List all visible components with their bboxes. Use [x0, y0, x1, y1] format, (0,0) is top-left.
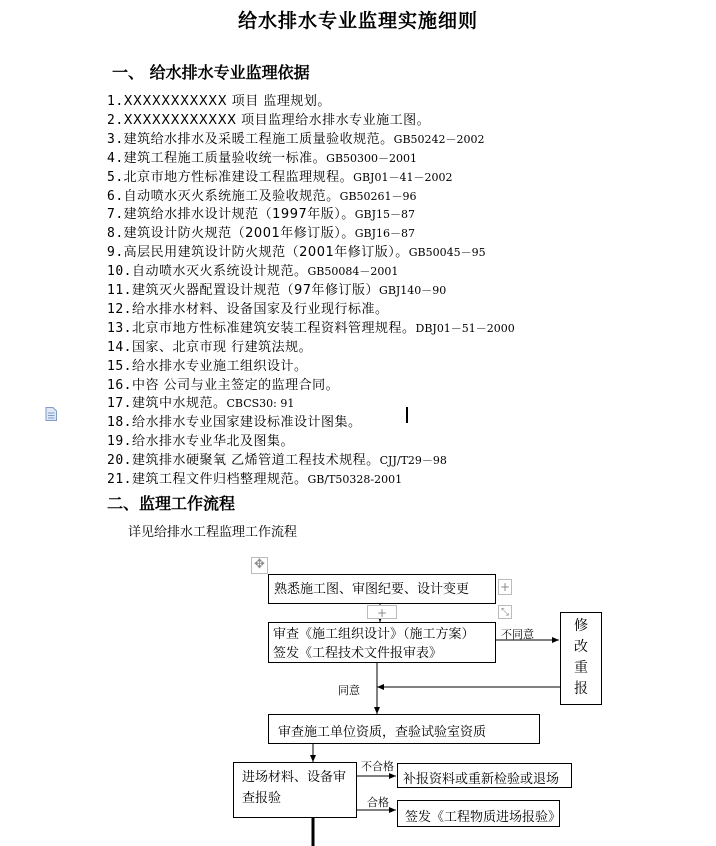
- list-item-number: 17.: [107, 396, 132, 412]
- list-item-number: 6.: [107, 188, 124, 204]
- flow-box-resubmit-or-return: 补报资料或重新检验或退场: [397, 763, 572, 788]
- flow-box-review-construction-plan: [268, 622, 496, 663]
- resize-handle-icon[interactable]: ⤡: [498, 605, 512, 619]
- list-item-number: 1.: [107, 94, 124, 109]
- flow-box2-line2: 签发《工程技术文件报审表》: [273, 646, 443, 661]
- list-item-code: GBJ15－87: [354, 208, 416, 222]
- list-item-number: 20.: [107, 453, 132, 469]
- list-item-number: 2.: [107, 112, 124, 128]
- list-item-code: GB50300－2001: [326, 151, 418, 165]
- list-item-number: 15.: [107, 358, 132, 374]
- list-item-number: 8.: [107, 226, 124, 242]
- list-item-code: GBJ140－90: [379, 284, 447, 297]
- list-item-number: 12.: [107, 301, 132, 317]
- flow-box-issue-material-report: 签发《工程物质进场报验》: [397, 800, 560, 827]
- list-item-number: 14.: [107, 339, 132, 355]
- list-item-code: GB/T50328-2001: [307, 473, 403, 486]
- list-item-text: 建筑工程文件归档整理规范。: [131, 472, 308, 487]
- flow-box-material-inspection: 进场材料、设备审查报验: [233, 762, 357, 818]
- flow-box-review-drawings: 熟悉施工图、审图纪要、设计变更: [268, 574, 496, 604]
- section1-heading: 一、 给水排水专业监理依据: [112, 63, 310, 82]
- list-item-code: DBJ01－51－2000: [415, 321, 515, 335]
- list-item-number: 19.: [107, 434, 132, 450]
- list-item-text: 国家、北京市现 行建筑法规。: [131, 339, 313, 355]
- label-agree: 同意: [338, 684, 360, 697]
- list-item-text: 北京市地方性标准建设工程监理规程。: [123, 169, 354, 185]
- list-item-text: 建筑工程施工质量验收统一标准。: [123, 150, 327, 166]
- list-item-code: GBJ01－41－2002: [353, 170, 453, 184]
- list-item-code: GB50084－2001: [307, 265, 399, 279]
- list-item-number: 11.: [107, 283, 132, 298]
- section2-heading: 二、监理工作流程: [107, 494, 236, 513]
- list-item-number: 18.: [107, 415, 132, 431]
- list-item-number: 9.: [107, 245, 124, 261]
- list-item-number: 10.: [107, 264, 132, 280]
- list-item-text: 建筑给水排水及采暖工程施工质量验收规范。: [123, 131, 394, 147]
- list-item-text: 给水排水专业国家建设标准设计图集。: [131, 415, 362, 431]
- list-item-text: 中咨 公司与业主签定的监理合同。: [131, 377, 340, 393]
- section2-description: 详见给排水工程监理工作流程: [128, 525, 298, 540]
- page-title: 给水排水专业监理实施细则: [237, 10, 478, 32]
- list-item-number: 13.: [107, 320, 132, 336]
- list-item-text: XXXXXXXXXXX 项目 监理规划。: [123, 94, 331, 109]
- list-item-number: 5.: [107, 169, 124, 185]
- list-item-text: 给水排水专业华北及图集。: [131, 434, 294, 450]
- list-item-number: 4.: [107, 150, 124, 166]
- flow-box2-line1: 审查《施工组织设计》（施工方案）: [273, 627, 475, 642]
- list-item-text: 高层民用建筑设计防火规范（2001年修订版）。: [123, 245, 409, 261]
- flow-box-check-qualifications: 审查施工单位资质，查验试验室资质: [268, 714, 540, 744]
- label-fail: 不合格: [361, 760, 394, 773]
- side-text: 修 改 重 报: [574, 618, 588, 697]
- label-pass: 合格: [367, 796, 389, 809]
- list-item-number: 7.: [107, 207, 124, 223]
- list-item-code: GB50045－95: [408, 246, 486, 260]
- add-right-handle-icon[interactable]: +: [499, 580, 511, 594]
- list-item-text: 建筑排水硬聚氧 乙烯管道工程技术规程。: [131, 453, 380, 469]
- list-item-text: 给水排水材料、设备国家及行业现行标准。: [131, 301, 389, 317]
- list-item-text: 自动喷水灭火系统施工及验收规范。: [123, 188, 340, 204]
- list-item-number: 16.: [107, 377, 132, 393]
- list-item-text: 建筑灭火器配置设计规范（97年修订版）: [131, 283, 380, 298]
- flow-box-revise-resubmit: [560, 612, 602, 705]
- list-item-text: 建筑中水规范。: [131, 396, 227, 412]
- list-item-code: GB50242－2002: [393, 132, 485, 146]
- list-item-code: GBJ16－87: [354, 227, 416, 241]
- label-disagree: 不同意: [501, 628, 534, 641]
- move-handle-icon[interactable]: ✥: [251, 557, 268, 574]
- list-item-number: 21.: [107, 472, 132, 487]
- list-item-text: 建筑给水排水设计规范（1997年版）。: [123, 207, 355, 223]
- list-item-code: CBCS30: 91: [226, 397, 295, 411]
- list-item-code: CJJ/T29－98: [379, 454, 447, 468]
- list-item-text: 自动喷水灭火系统设计规范。: [131, 264, 308, 280]
- list-item-code: GB50261－96: [339, 189, 417, 203]
- list-item-text: 给水排水专业施工组织设计。: [131, 358, 308, 374]
- add-below-handle-icon[interactable]: +: [367, 605, 397, 619]
- list-item-text: XXXXXXXXXXXX 项目监理给水排水专业施工图。: [123, 112, 431, 128]
- list-item-text: 建筑设计防火规范（2001年修订版）。: [123, 226, 355, 242]
- list-item-text: 北京市地方性标准建筑安装工程资料管理规程。: [131, 320, 416, 336]
- list-item-number: 3.: [107, 131, 124, 147]
